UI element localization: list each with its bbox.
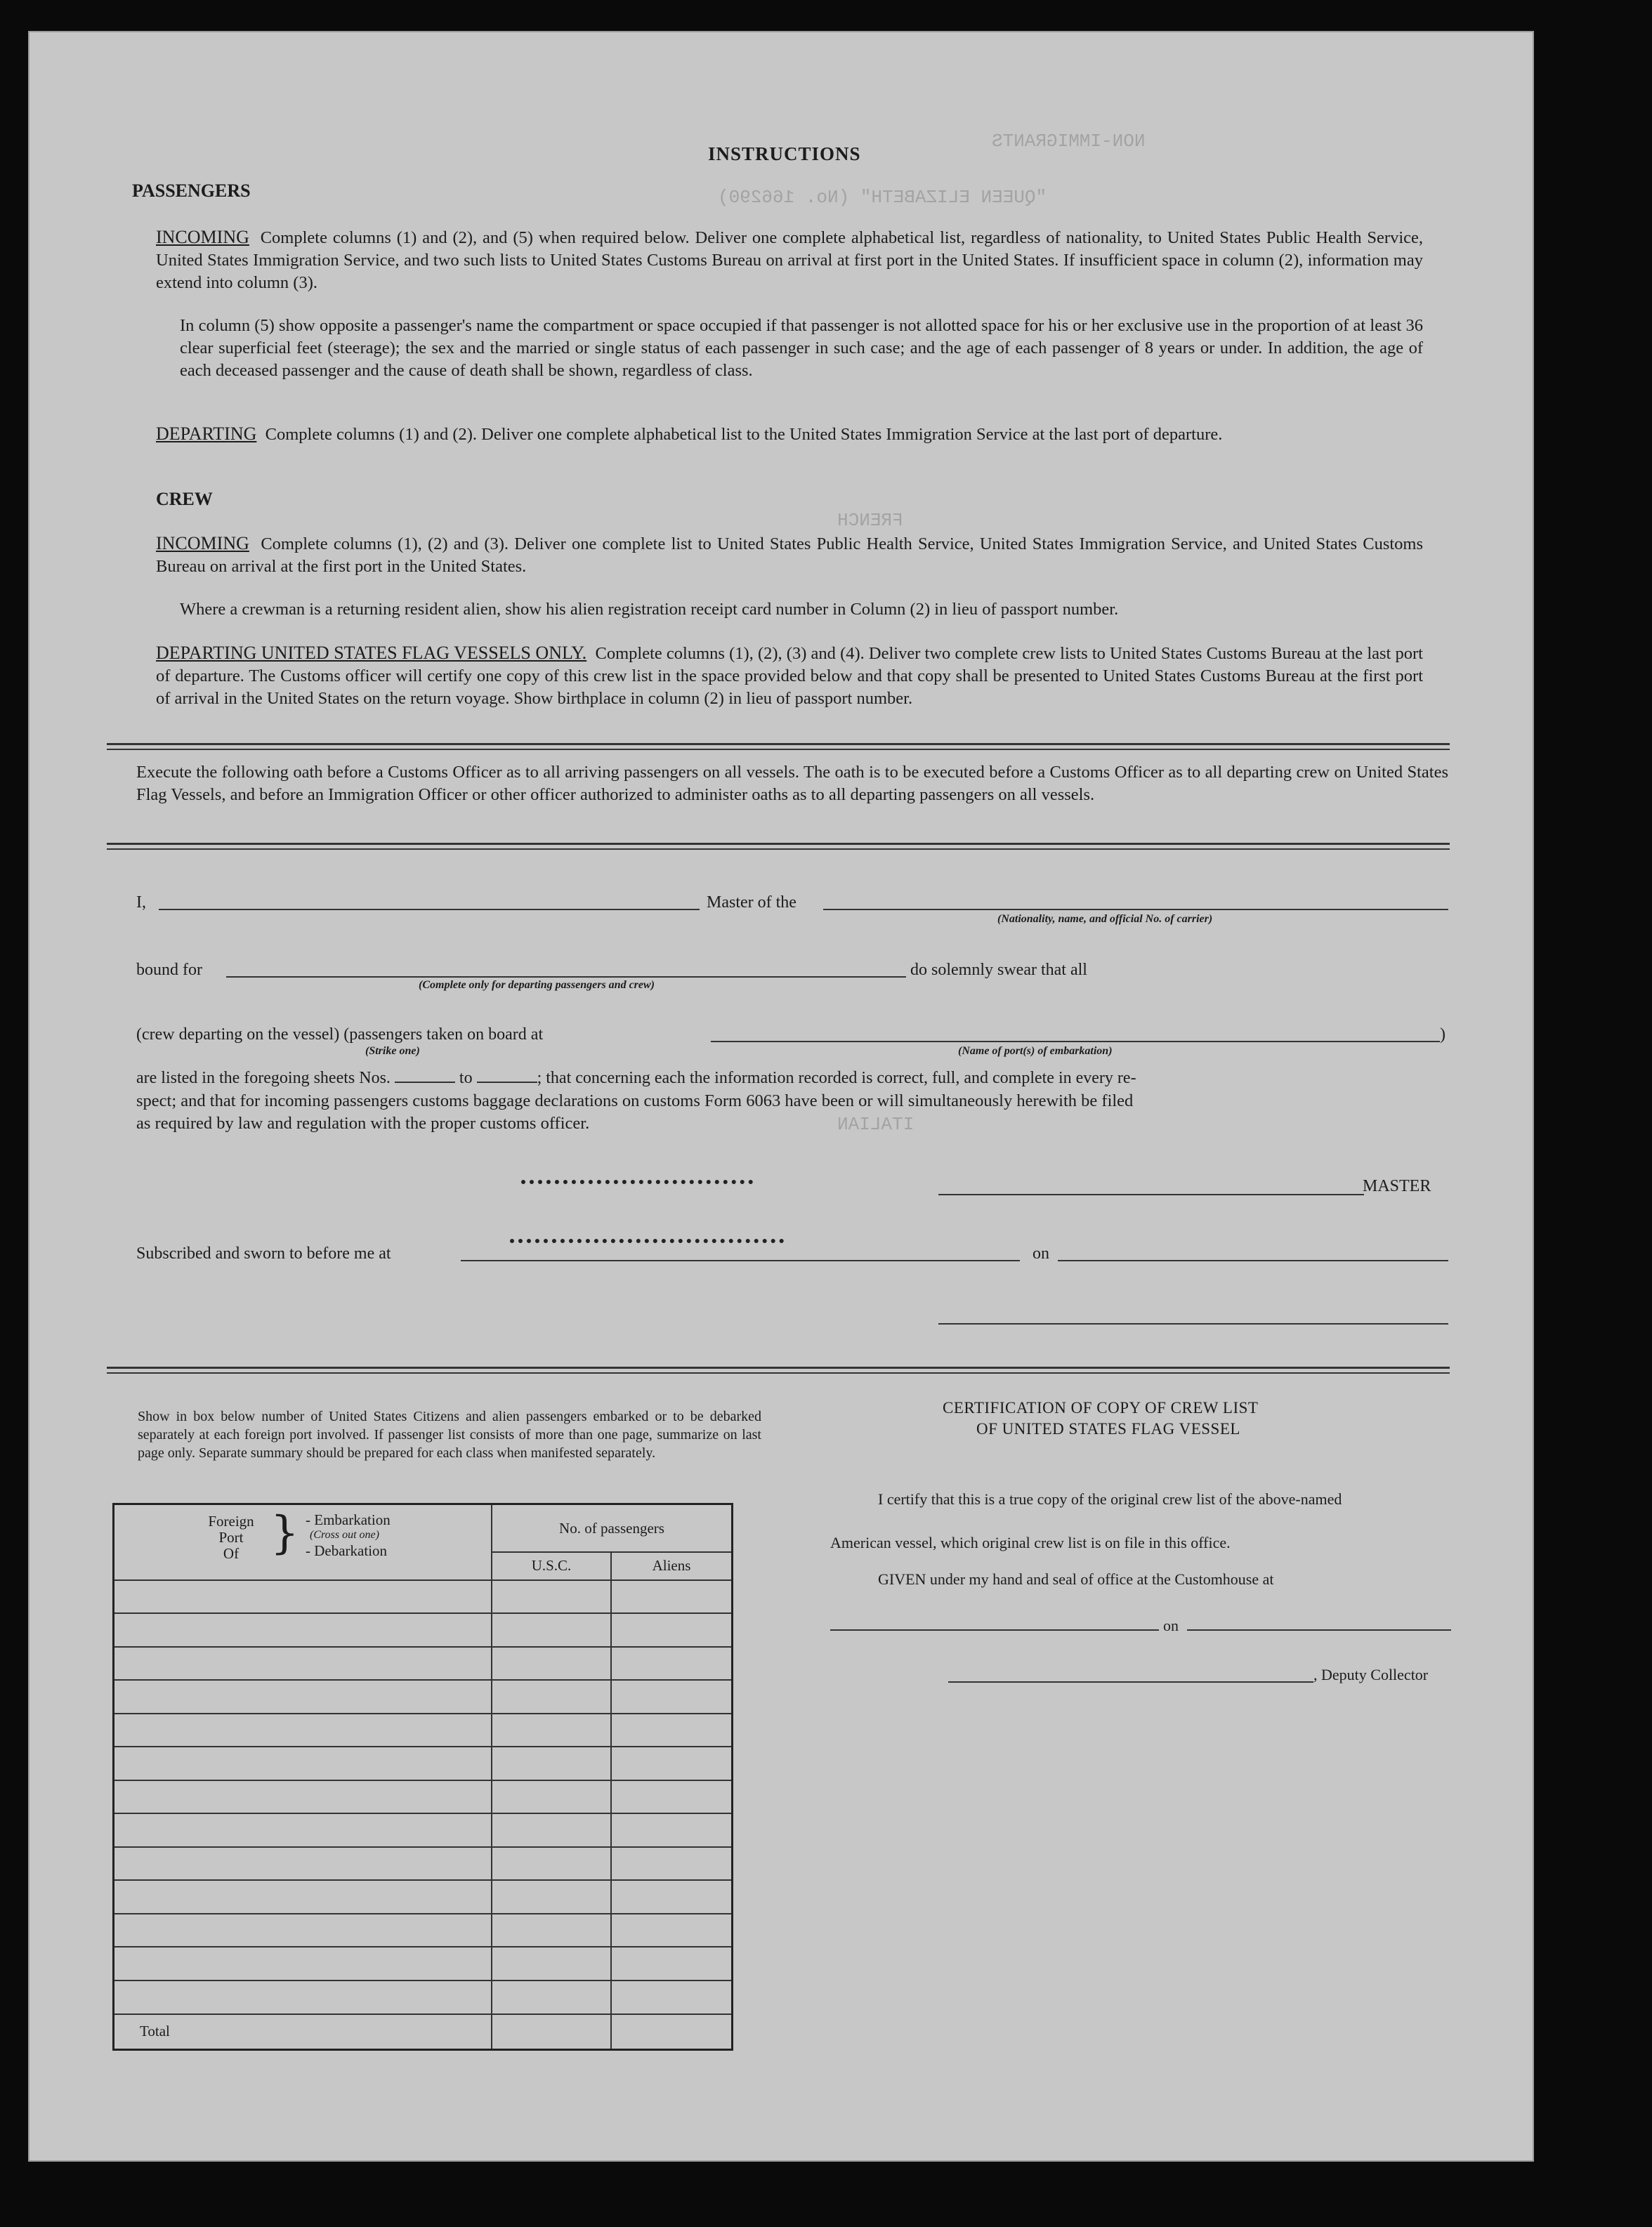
port-cell[interactable]	[114, 1847, 492, 1881]
passengers-incoming-paragraph	[156, 226, 1423, 294]
usc-cell[interactable]	[492, 1813, 611, 1847]
listed-text-2: ; that concerning each the information recorded is correct, full, and complete in every re-	[537, 1069, 1136, 1087]
bleed-through-mark: NON-IMMIGRANTS	[992, 131, 1146, 152]
certification-on-label: on	[1163, 1617, 1179, 1634]
listed-line-3: spect; and that for incoming passengers customs baggage declarations on customs Form 6063 have been or will simultaneously herewith be filed	[136, 1091, 1134, 1110]
port-cell[interactable]	[114, 1980, 492, 2014]
port-cell[interactable]	[114, 1680, 492, 1714]
crew-incoming-paragraph-2: Where a crewman is a returning resident alien, show his alien registration receipt card number in Column (2) in lieu of passport number.	[180, 600, 1119, 619]
port-cell[interactable]	[114, 1647, 492, 1681]
subscribed-date-field[interactable]	[1058, 1260, 1448, 1261]
deputy-collector-signature-field[interactable]	[948, 1681, 1313, 1683]
usc-cell[interactable]	[492, 1580, 611, 1614]
page-title: INSTRUCTIONS	[708, 143, 861, 164]
departing-caption: (Complete only for departing passengers and crew)	[419, 979, 655, 991]
divider	[107, 743, 1450, 745]
crew-incoming-label: INCOMING	[156, 533, 249, 553]
crew-incoming-text: Complete columns (1), (2) and (3). Deliver one complete list to United States Public Health Service, United States Immigration Service, and United States Customs Bureau on arrival at the first port in the United States.	[156, 534, 1424, 576]
crew-departing-text: Complete columns (1), (2), (3) and (4). Deliver two complete crew lists to United States Customs Bureau at the last port of departure. The Customs officer will certify one copy of this crew list in the space provided below and that copy shall be presented to United States Customs Bureau at the first port of arrival in the United States on the return voyage. Show birthplace in column (2) in lieu of passport number.	[156, 644, 1423, 708]
port-cell[interactable]	[114, 1813, 492, 1847]
port-cell[interactable]	[114, 1880, 492, 1914]
master-of-the-label: Master of the	[707, 893, 796, 912]
foreign-port-of	[196, 1513, 266, 1562]
master-signature-dots	[521, 1180, 753, 1184]
carrier-caption: (Nationality, name, and official No. of carrier)	[997, 913, 1213, 925]
cross-out-caption: (Cross out one)	[310, 1529, 379, 1541]
master-label: MASTER	[1363, 1177, 1431, 1195]
aliens-cell[interactable]	[611, 1914, 733, 1947]
carrier-field[interactable]	[823, 909, 1448, 910]
usc-cell[interactable]	[492, 1747, 611, 1780]
listed-line-4: as required by law and regulation with the proper customs officer.	[136, 1114, 590, 1133]
crew-incoming-paragraph	[156, 532, 1423, 578]
certification-line-3: GIVEN under my hand and seal of office at the Customhouse at	[878, 1570, 1274, 1588]
crew-heading: CREW	[156, 489, 213, 509]
port-cell[interactable]	[114, 1780, 492, 1814]
embarkation-option[interactable]: - Embarkation	[306, 1511, 391, 1528]
usc-cell[interactable]	[492, 1714, 611, 1747]
usc-cell[interactable]	[492, 1880, 611, 1914]
port-cell[interactable]	[114, 1580, 492, 1614]
foreign-label: Foreign	[208, 1513, 254, 1530]
aliens-cell[interactable]	[611, 1780, 733, 1814]
total-aliens-cell[interactable]	[611, 2014, 733, 2050]
passengers-departing-paragraph	[156, 423, 1423, 446]
bleed-through-mark: "QUEEN ELIZABETH" (No. 166290)	[718, 187, 1047, 208]
usc-cell[interactable]	[492, 1914, 611, 1947]
divider	[107, 1367, 1450, 1369]
port-header-cell	[114, 1504, 492, 1580]
usc-header: U.S.C.	[492, 1552, 611, 1580]
embarkation-ports-field[interactable]	[711, 1041, 1440, 1042]
of-label: Of	[223, 1545, 240, 1562]
port-cell[interactable]	[114, 1747, 492, 1780]
strike-one-caption: (Strike one)	[365, 1045, 420, 1057]
passengers-incoming-label: INCOMING	[156, 227, 249, 247]
summary-instructions: Show in box below number of United States Citizens and alien passengers embarked or to be debarked separately at each foreign port involved. If passenger list consists of more than one page, summarize on last page only. Separate summary should be prepared for each class when manifested separately.	[138, 1409, 761, 1461]
aliens-cell[interactable]	[611, 1880, 733, 1914]
aliens-cell[interactable]	[611, 1714, 733, 1747]
crew-departing-label: (crew departing on the vessel) (passengers taken on board at	[136, 1025, 544, 1044]
aliens-cell[interactable]	[611, 1747, 733, 1780]
listed-line-1	[136, 1069, 1136, 1088]
usc-cell[interactable]	[492, 1647, 611, 1681]
oath-intro: Execute the following oath before a Customs Officer as to all arriving passengers on all vessels. The oath is to be executed before a Customs Officer as to all departing crew on United States Flag Vessels, and before an Immigration Officer or other officer authorized to administer oaths as to all departing passengers on all vessels.	[136, 763, 1448, 804]
port-cell[interactable]	[114, 1947, 492, 1980]
total-label: Total	[114, 2014, 492, 2050]
customhouse-field[interactable]	[830, 1629, 1159, 1631]
subscribed-on-label: on	[1032, 1244, 1049, 1263]
aliens-cell[interactable]	[611, 1947, 733, 1980]
no-of-passengers-header: No. of passengers	[492, 1504, 733, 1553]
sheet-from-field[interactable]	[395, 1082, 455, 1083]
passenger-summary-table	[112, 1503, 733, 2051]
aliens-cell[interactable]	[611, 1580, 733, 1614]
port-cell[interactable]	[114, 1714, 492, 1747]
divider	[107, 749, 1450, 750]
total-usc-cell[interactable]	[492, 2014, 611, 2050]
passengers-departing-label: DEPARTING	[156, 423, 257, 444]
bleed-through-mark: FRENCH	[837, 510, 903, 531]
port-cell[interactable]	[114, 1613, 492, 1647]
aliens-cell[interactable]	[611, 1613, 733, 1647]
aliens-cell[interactable]	[611, 1647, 733, 1681]
passengers-incoming-paragraph-2: In column (5) show opposite a passenger's name the compartment or space occupied if that passenger is not allotted space for his or her exclusive use in the proportion of at least 36 clear superficial feet (steerage); the sex and the married or single status of each passenger in such case; and the age of each passenger of 8 years or under. In addition, the age of each deceased passenger and the cause of death shall be shown, regardless of class.	[180, 316, 1423, 380]
usc-cell[interactable]	[492, 1847, 611, 1881]
bleed-through-mark: ITALIAN	[837, 1114, 914, 1135]
debarkation-option[interactable]: - Debarkation	[306, 1542, 388, 1559]
ports-caption: (Name of port(s) of embarkation)	[958, 1045, 1113, 1057]
subscribed-label: Subscribed and sworn to before me at	[136, 1244, 391, 1263]
bound-for-label: bound for	[136, 961, 202, 979]
bound-for-field[interactable]	[226, 976, 906, 978]
deputy-collector-label: , Deputy Collector	[1313, 1666, 1429, 1683]
usc-cell[interactable]	[492, 1947, 611, 1980]
certification-line-2: American vessel, which original crew list is on file in this office.	[830, 1534, 1231, 1551]
embark-debark-options	[306, 1512, 391, 1558]
passengers-incoming-text: Complete columns (1) and (2), and (5) when required below. Deliver one complete alphabetical list, regardless of nationality, to United States Public Health Service, United States Immigration Service, and two such lists to United States Customs Bureau on arrival at first port in the United States. If insufficient space in column (2), information may extend into column (3).	[156, 228, 1424, 292]
crew-departing-paragraph	[156, 642, 1423, 710]
aliens-cell[interactable]	[611, 1847, 733, 1881]
master-signature-field[interactable]	[938, 1194, 1364, 1195]
port-cell[interactable]	[114, 1914, 492, 1947]
sheet-to-field[interactable]	[477, 1082, 537, 1083]
subscribed-dots	[510, 1239, 784, 1243]
usc-cell[interactable]	[492, 1980, 611, 2014]
passengers-departing-text: Complete columns (1) and (2). Deliver one complete alphabetical list to the United States Immigration Service at the last port of departure.	[265, 425, 1223, 444]
close-paren: )	[1440, 1025, 1446, 1044]
listed-text-1: are listed in the foregoing sheets Nos.	[136, 1069, 391, 1087]
oath-i-label: I,	[136, 893, 146, 912]
port-label: Port	[218, 1529, 244, 1546]
master-name-field[interactable]	[159, 909, 700, 910]
aliens-cell[interactable]	[611, 1813, 733, 1847]
certification-title-1: CERTIFICATION OF COPY OF CREW LIST	[943, 1399, 1259, 1417]
divider	[107, 843, 1450, 845]
usc-cell[interactable]	[492, 1680, 611, 1714]
passengers-heading: PASSENGERS	[132, 180, 251, 201]
do-swear-label: do solemnly swear that all	[910, 961, 1087, 979]
certification-date-field[interactable]	[1187, 1629, 1451, 1631]
usc-cell[interactable]	[492, 1780, 611, 1814]
brace-icon: }	[270, 1507, 299, 1559]
aliens-cell[interactable]	[611, 1980, 733, 2014]
usc-cell[interactable]	[492, 1613, 611, 1647]
officer-signature-field[interactable]	[938, 1323, 1448, 1325]
aliens-header: Aliens	[611, 1552, 733, 1580]
crew-departing-label: DEPARTING UNITED STATES FLAG VESSELS ONLY.	[156, 643, 587, 663]
divider	[107, 1372, 1450, 1374]
aliens-cell[interactable]	[611, 1680, 733, 1714]
certification-line-1: I certify that this is a true copy of the original crew list of the above-named	[878, 1490, 1342, 1508]
divider	[107, 848, 1450, 850]
subscribed-place-field[interactable]	[461, 1260, 1020, 1261]
listed-to: to	[459, 1069, 473, 1087]
certification-title-2: OF UNITED STATES FLAG VESSEL	[976, 1420, 1240, 1438]
